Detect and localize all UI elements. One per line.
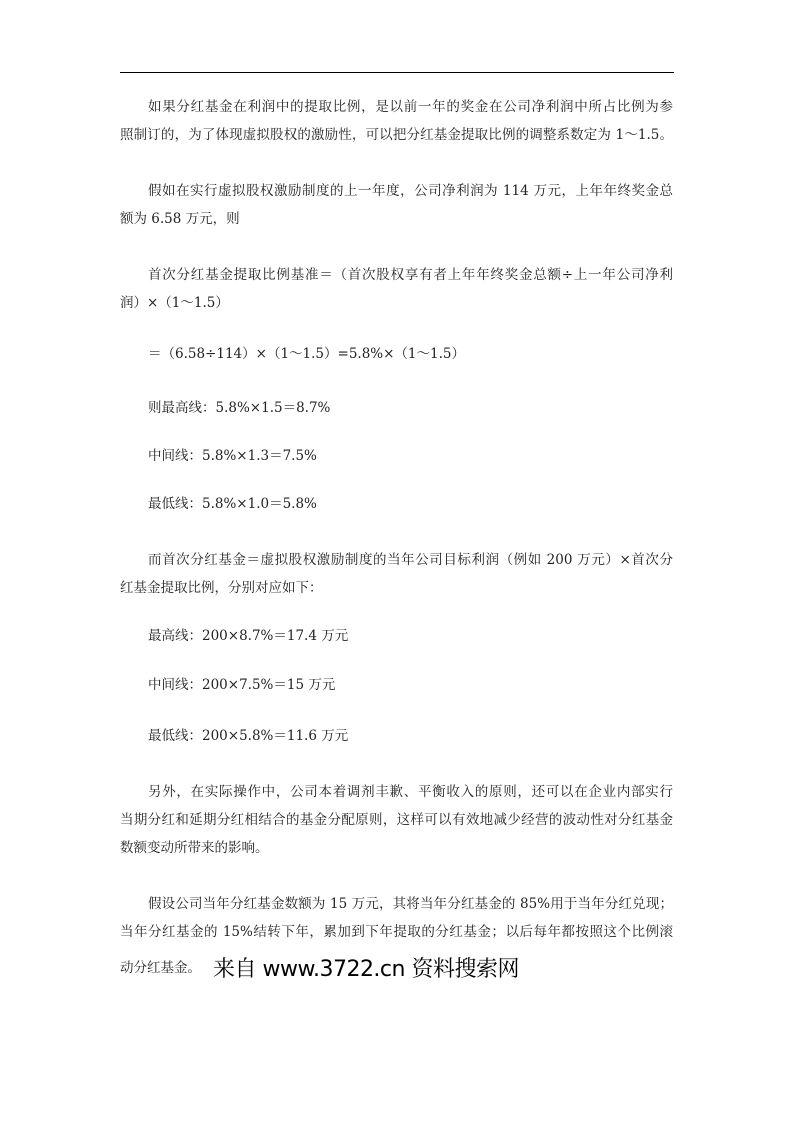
source-watermark: 来自 www.3722.cn 资料搜索网 xyxy=(213,957,519,982)
paragraph-line: 当期分红和延期分红相结合的基金分配原则，这样可以有效地减少经营的波动性对分红基金 xyxy=(120,812,673,828)
paragraph-line: 假如在实行虚拟股权激励制度的上一年度，公司净利润为 114 万元，上年年终奖金总 xyxy=(148,183,673,199)
paragraph-line: 当年分红基金的 15%结转下年，累加到下年提取的分红基金；以后每年都按照这个比例滚 xyxy=(120,924,673,940)
formula-line: 中间线：5.8%×1.3＝7.5% xyxy=(148,448,317,464)
paragraph-line: 如果分红基金在利润中的提取比例，是以前一年的奖金在公司净利润中所占比例为参 xyxy=(148,99,673,115)
formula-line: 中间线：200×7.5%＝15 万元 xyxy=(148,677,336,693)
formula-line: ＝（6.58÷114）×（1～1.5）=5.8%×（1～1.5） xyxy=(148,346,465,362)
paragraph-line: 额为 6.58 万元，则 xyxy=(120,211,240,227)
paragraph-line: 首次分红基金提取比例基准＝（首次股权享有者上年年终奖金总额÷上一年公司净利 xyxy=(148,267,673,283)
header-rule xyxy=(120,72,674,73)
paragraph-line: 照制订的，为了体现虚拟股权的激励性，可以把分红基金提取比例的调整系数定为 1～1.5。 xyxy=(120,127,673,143)
paragraph-line: 数额变动所带来的影响。 xyxy=(120,840,269,856)
paragraph-line: 红基金提取比例，分别对应如下： xyxy=(120,580,323,596)
formula-line: 最高线：200×8.7%＝17.4 万元 xyxy=(148,628,349,644)
paragraph-line: 另外，在实际操作中，公司本着调剂丰歉、平衡收入的原则，还可以在企业内部实行 xyxy=(148,784,673,800)
paragraph-line: 润）×（1～1.5） xyxy=(120,295,229,311)
paragraph-line: 动分红基金。 xyxy=(120,960,201,976)
formula-line: 最低线：200×5.8%＝11.6 万元 xyxy=(148,728,349,744)
paragraph-line: 而首次分红基金＝虚拟股权激励制度的当年公司目标利润（例如 200 万元）×首次分 xyxy=(148,552,673,568)
formula-line: 则最高线：5.8%×1.5＝8.7% xyxy=(148,400,331,416)
formula-line: 最低线：5.8%×1.0＝5.8% xyxy=(148,496,317,512)
paragraph-line: 假设公司当年分红基金数额为 15 万元，其将当年分红基金的 85%用于当年分红兑现； xyxy=(148,896,673,912)
